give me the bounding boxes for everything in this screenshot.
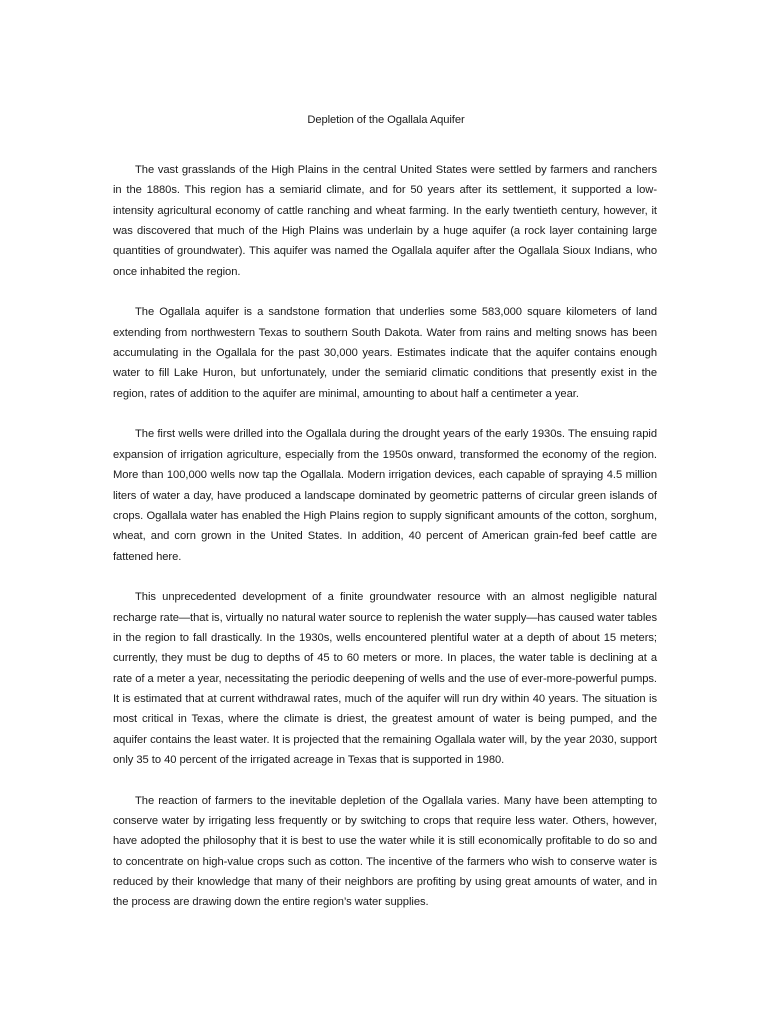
paragraph-5: The reaction of farmers to the inevitable depletion of the Ogallala varies. Many have been attempting to conserve water by irrigating less frequently or by switching to crops that require less water. Others, however, have adopted the philosophy that it is best to use the water while it is still economically profitable to do so and to concentrate on high-value crops such as cotton. The incentive of the farmers who wish to conserve water is reduced by their knowledge that many of their neighbors are profiting by using great amounts of water, and in the process are drawing down the entire region’s water supplies. — [113, 794, 657, 909]
paragraph-3: The first wells were drilled into the Ogallala during the drought years of the early 1930s. The ensuing rapid expansion of irrigation agriculture, especially from the 1950s onward, transformed the economy of the region. More than 100,000 wells now tap the Ogallala. Modern irrigation devices, each capable of spraying 4.5 million liters of water a day, have produced a landscape dominated by geometric patterns of circular green islands of crops. Ogallala water has enabled the High Plains region to supply significant amounts of the cotton, sorghum, wheat, and corn grown in the United States. In addition, 40 percent of American grain-fed beef cattle are fattened here. — [113, 428, 657, 563]
document-page — [113, 112, 657, 933]
document-title: Depletion of the Ogallala Aquifer — [307, 114, 465, 126]
paragraph-2: The Ogallala aquifer is a sandstone formation that underlies some 583,000 square kilometers of land extending from northwestern Texas to southern South Dakota. Water from rains and melting snows has been accumulating in the Ogallala for the past 30,000 years. Estimates indicate that the aquifer contains enough water to fill Lake Huron, but unfortunately, under the semiarid climatic conditions that presently exist in the region, rates of addition to the aquifer are minimal, amounting to about half a centimeter a year. — [113, 306, 657, 400]
paragraph-4: This unprecedented development of a finite groundwater resource with an almost negligible natural recharge rate—that is, virtually no natural water source to replenish the water supply—has caused water tables in the region to fall drastically. In the 1930s, wells encountered plentiful water at a depth of about 15 meters; currently, they must be dug to depths of 45 to 60 meters or more. In places, the water table is declining at a rate of a meter a year, necessitating the periodic deepening of wells and the use of ever-more-powerful pumps. It is estimated that at current withdrawal rates, much of the aquifer will run dry within 40 years. The situation is most critical in Texas, where the climate is driest, the greatest amount of water is being pumped, and the aquifer contains the least water. It is projected that the remaining Ogallala water will, by the year 2030, support only 35 to 40 percent of the irrigated acreage in Texas that is supported in 1980. — [113, 591, 657, 766]
paragraph-1: The vast grasslands of the High Plains in the central United States were settled by farmers and ranchers in the 1880s. This region has a semiarid climate, and for 50 years after its settlement, it supported a low-intensity agricultural economy of cattle ranching and wheat farming. In the early twentieth century, however, it was discovered that much of the High Plains was underlain by a huge aquifer (a rock layer containing large quantities of groundwater). This aquifer was named the Ogallala aquifer after the Ogallala Sioux Indians, who once inhabited the region. — [113, 164, 657, 278]
